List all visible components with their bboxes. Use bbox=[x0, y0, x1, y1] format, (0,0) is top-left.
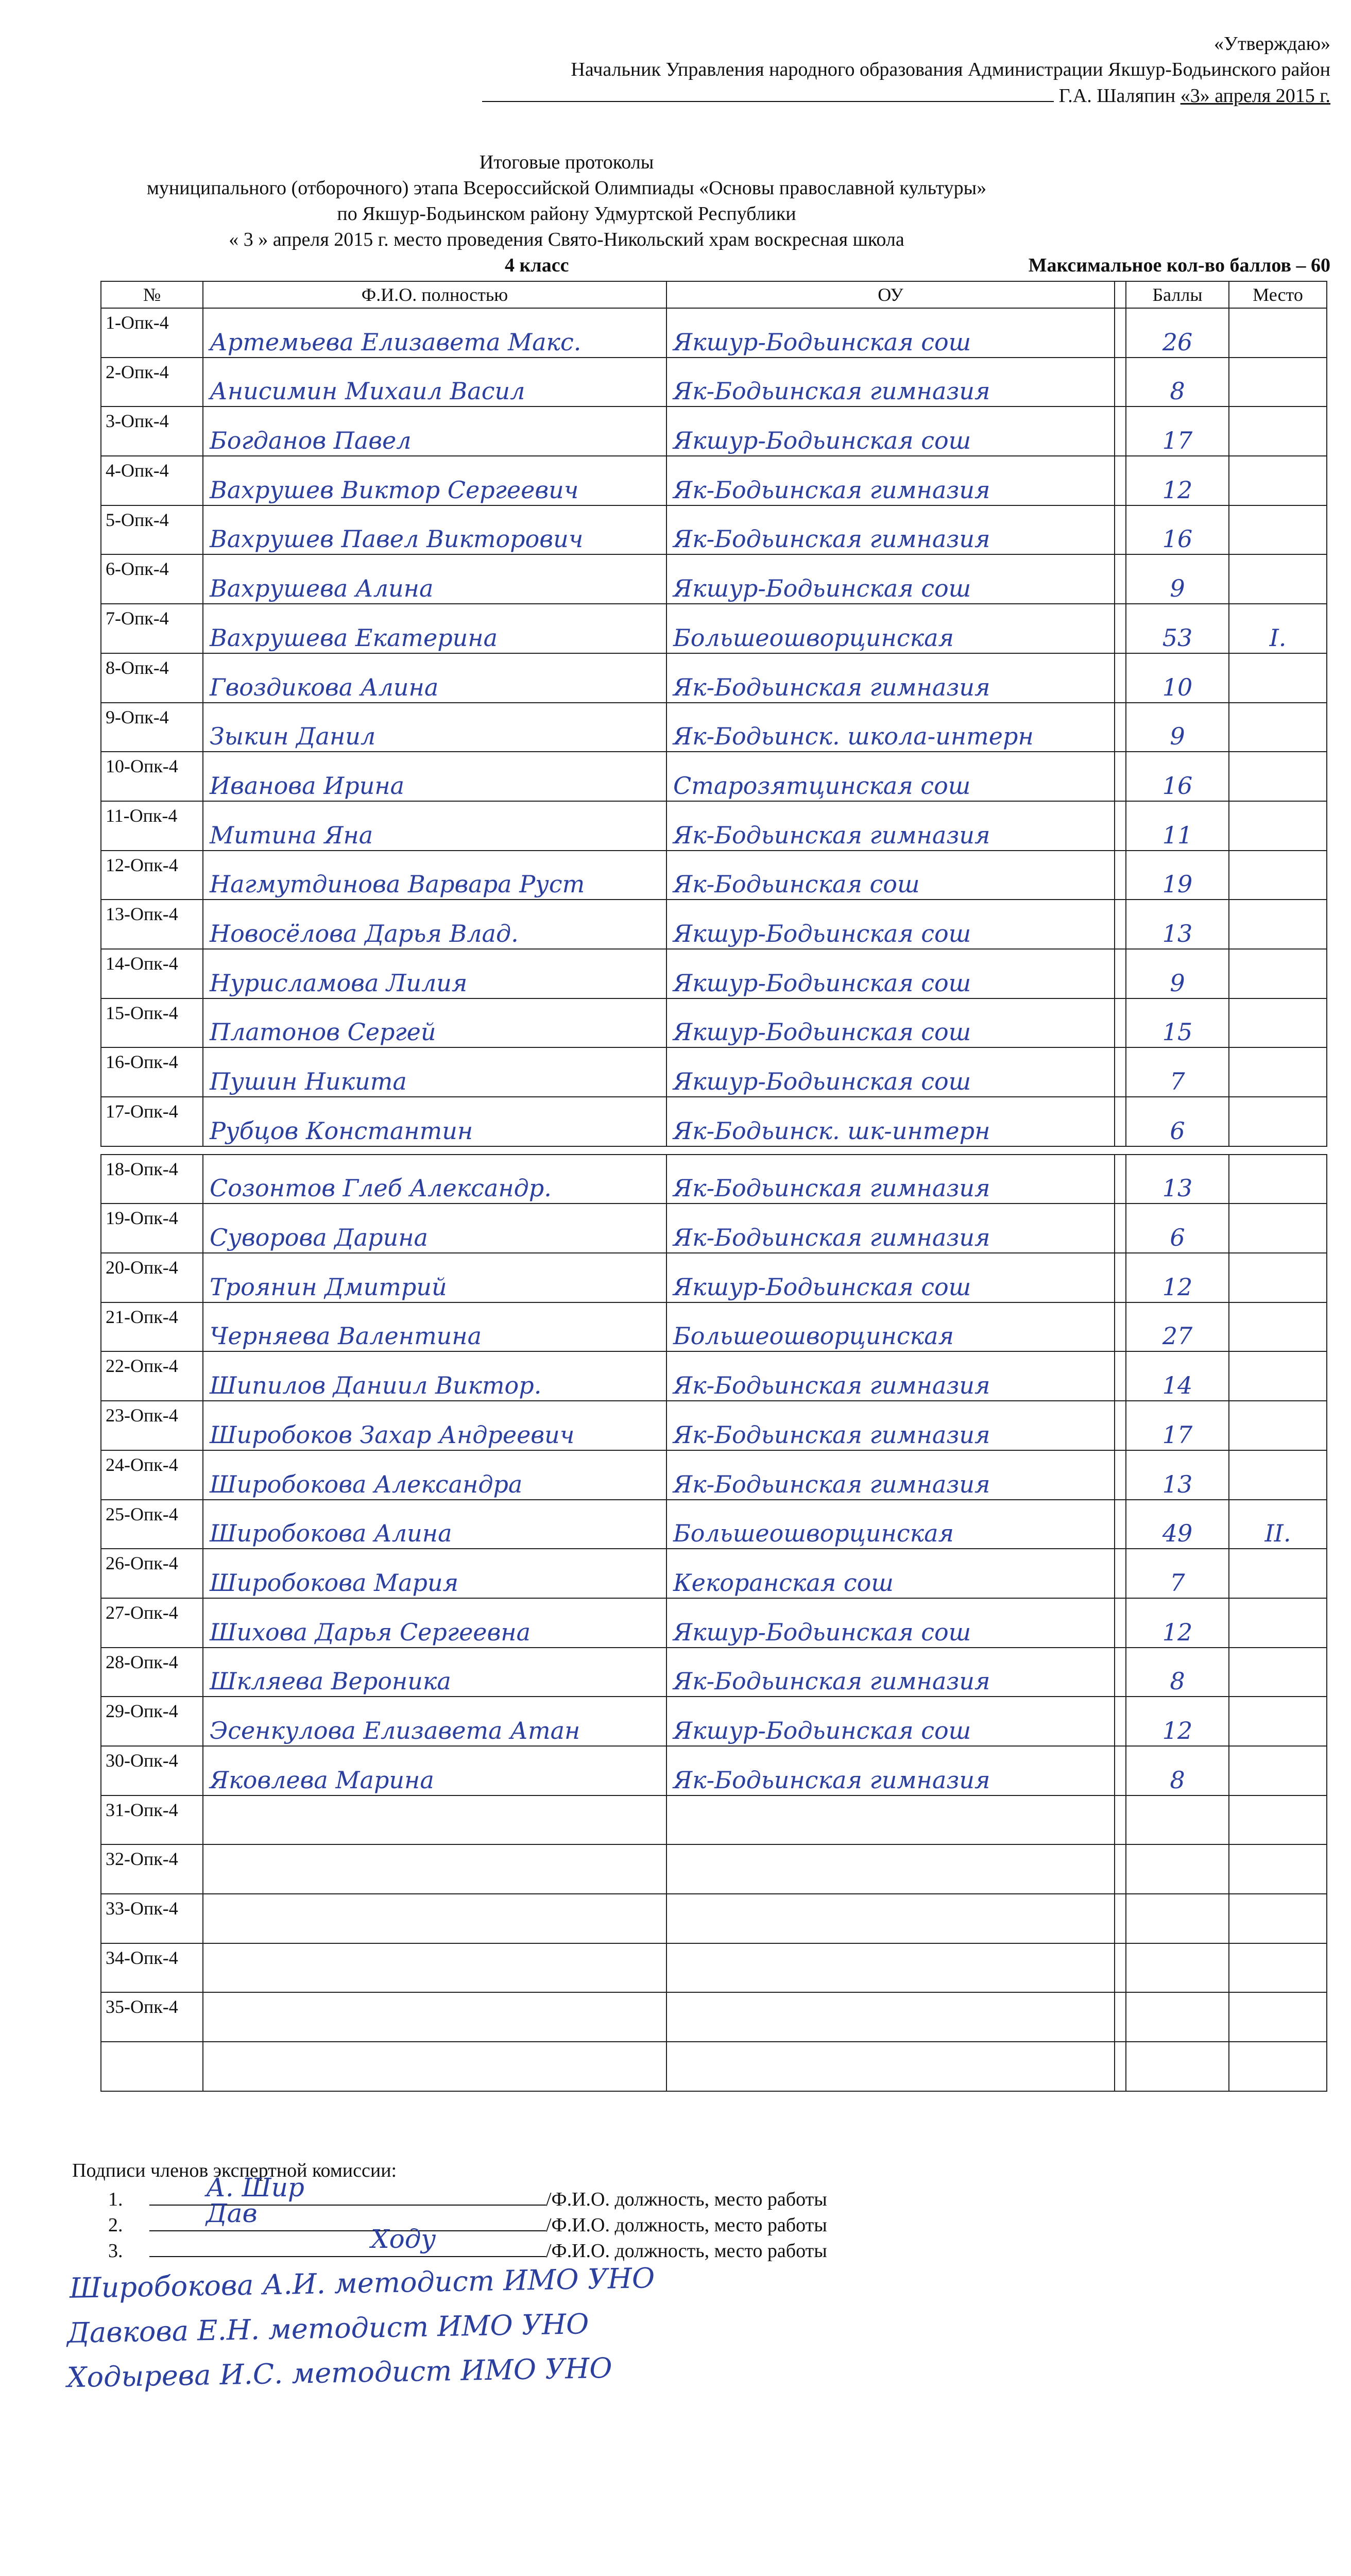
header-school: ОУ bbox=[666, 281, 1115, 308]
spacer-cell bbox=[1115, 1598, 1126, 1648]
table-row bbox=[101, 1992, 1327, 2042]
row-number: 31-Опк-4 bbox=[101, 1795, 203, 1845]
school-name: Якшур-Бодьинская сош bbox=[666, 1047, 1115, 1097]
spacer-cell bbox=[1115, 1844, 1126, 1894]
participant-name: Вахрушев Виктор Сергеевич bbox=[203, 456, 666, 505]
school-name: Як-Бодьинская гимназия bbox=[666, 801, 1115, 851]
place-cell bbox=[1229, 358, 1327, 407]
participant-name: Зыкин Данил bbox=[203, 703, 666, 752]
score-cell: 27 bbox=[1126, 1302, 1229, 1352]
place-cell bbox=[1229, 752, 1327, 801]
row-number: 29-Опк-4 bbox=[101, 1697, 203, 1746]
school-name: Якшур-Бодьинская сош bbox=[666, 1253, 1115, 1302]
chief-line: Начальник Управления народного образования Администрации Якшур-Бодьинского район bbox=[571, 59, 1330, 80]
spacer-cell bbox=[1115, 358, 1126, 407]
row-number: 30-Опк-4 bbox=[101, 1746, 203, 1795]
header-num: № bbox=[101, 281, 203, 308]
participant-name: Шкляева Вероника bbox=[203, 1648, 666, 1697]
place-cell bbox=[1229, 1204, 1327, 1253]
table-row bbox=[101, 1697, 1327, 1746]
school-name: Як-Бодьинская гимназия bbox=[666, 1401, 1115, 1450]
score-cell: 49 bbox=[1126, 1500, 1229, 1549]
place-cell bbox=[1229, 801, 1327, 851]
table-row bbox=[101, 1844, 1327, 1894]
table-row bbox=[101, 1746, 1327, 1795]
spacer-cell bbox=[1115, 554, 1126, 604]
row-number: 6-Опк-4 bbox=[101, 554, 203, 604]
school-name: Большеошворцинская bbox=[666, 1302, 1115, 1352]
row-number: 34-Опк-4 bbox=[101, 1943, 203, 1993]
participant-name: Богданов Павел bbox=[203, 406, 666, 456]
participant-name: Митина Яна bbox=[203, 801, 666, 851]
spacer-cell bbox=[1115, 1302, 1126, 1352]
row-number: 16-Опк-4 bbox=[101, 1047, 203, 1097]
grade-label: 4 класс bbox=[505, 255, 569, 276]
participant-name: Шипилов Даниил Виктор. bbox=[203, 1351, 666, 1401]
signature-number: 3. bbox=[108, 2240, 123, 2262]
row-number: 11-Опк-4 bbox=[101, 801, 203, 851]
score-cell: 13 bbox=[1126, 1450, 1229, 1500]
score-cell: 12 bbox=[1126, 456, 1229, 505]
participant-name: Широбокова Александра bbox=[203, 1450, 666, 1500]
participant-name: Яковлева Марина bbox=[203, 1746, 666, 1795]
table-row bbox=[101, 2042, 1327, 2091]
place-cell bbox=[1229, 1648, 1327, 1697]
place-cell bbox=[1229, 1746, 1327, 1795]
participant-name: Широбокова Мария bbox=[203, 1549, 666, 1598]
row-number: 20-Опк-4 bbox=[101, 1253, 203, 1302]
participant-name: Рубцов Константин bbox=[203, 1097, 666, 1146]
place-cell bbox=[1229, 1302, 1327, 1352]
score-cell: 11 bbox=[1126, 801, 1229, 851]
place-cell bbox=[1229, 1943, 1327, 1993]
school-name bbox=[666, 1844, 1115, 1894]
participant-name bbox=[203, 2042, 666, 2091]
participant-name: Шихова Дарья Сергеевна bbox=[203, 1598, 666, 1648]
signature-mark: Дав bbox=[206, 2198, 258, 2228]
school-name bbox=[666, 1943, 1115, 1993]
row-number: 22-Опк-4 bbox=[101, 1351, 203, 1401]
school-name: Якшур-Бодьинская сош bbox=[666, 998, 1115, 1048]
table-row bbox=[101, 358, 1327, 407]
spacer-cell bbox=[1115, 851, 1126, 900]
row-number: 10-Опк-4 bbox=[101, 752, 203, 801]
score-cell bbox=[1126, 1943, 1229, 1993]
score-cell: 19 bbox=[1126, 851, 1229, 900]
score-cell bbox=[1126, 1992, 1229, 2042]
table-row bbox=[101, 456, 1327, 505]
spacer-cell bbox=[1115, 1992, 1126, 2042]
place-cell bbox=[1229, 851, 1327, 900]
handwritten-member-3: Ходырева И.С. методист ИМО УНО bbox=[66, 2351, 613, 2394]
table-row bbox=[101, 1894, 1327, 1943]
table-row bbox=[101, 1598, 1327, 1648]
participant-name: Вахрушев Павел Викторович bbox=[203, 505, 666, 555]
place-cell bbox=[1229, 1795, 1327, 1845]
header-place: Место bbox=[1229, 281, 1327, 308]
score-cell: 14 bbox=[1126, 1351, 1229, 1401]
row-number: 24-Опк-4 bbox=[101, 1450, 203, 1500]
table-row bbox=[101, 604, 1327, 653]
spacer-cell bbox=[1115, 1204, 1126, 1253]
row-number: 12-Опк-4 bbox=[101, 851, 203, 900]
spacer-cell bbox=[1115, 1047, 1126, 1097]
participant-name: Нурисламова Лилия bbox=[203, 949, 666, 998]
table-row bbox=[101, 801, 1327, 851]
table-row bbox=[101, 1302, 1327, 1352]
participant-name: Троянин Дмитрий bbox=[203, 1253, 666, 1302]
score-cell: 8 bbox=[1126, 1648, 1229, 1697]
spacer-cell bbox=[1115, 752, 1126, 801]
table-row bbox=[101, 308, 1327, 358]
participant-name: Созонтов Глеб Александр. bbox=[203, 1155, 666, 1204]
school-name: Як-Бодьинская гимназия bbox=[666, 358, 1115, 407]
spacer-cell bbox=[1115, 1549, 1126, 1598]
place-cell bbox=[1229, 2042, 1327, 2091]
place-cell bbox=[1229, 1047, 1327, 1097]
school-name: Як-Бодьинская гимназия bbox=[666, 653, 1115, 703]
table-row bbox=[101, 851, 1327, 900]
score-cell bbox=[1126, 1795, 1229, 1845]
spacer-cell bbox=[1115, 505, 1126, 555]
place-cell bbox=[1229, 1450, 1327, 1500]
school-name: Большеошворцинская bbox=[666, 604, 1115, 653]
participant-name: Широбокова Алина bbox=[203, 1500, 666, 1549]
score-cell: 10 bbox=[1126, 653, 1229, 703]
school-name bbox=[666, 1992, 1115, 2042]
school-name: Як-Бодьинск. школа-интерн bbox=[666, 703, 1115, 752]
row-number: 13-Опк-4 bbox=[101, 900, 203, 949]
score-cell: 7 bbox=[1126, 1549, 1229, 1598]
spacer-cell bbox=[1115, 801, 1126, 851]
participant-name: Эсенкулова Елизавета Атан bbox=[203, 1697, 666, 1746]
spacer-cell bbox=[1115, 1500, 1126, 1549]
table-row bbox=[101, 1648, 1327, 1697]
school-name: Як-Бодьинск. шк-интерн bbox=[666, 1097, 1115, 1146]
table-row bbox=[101, 1351, 1327, 1401]
score-cell: 12 bbox=[1126, 1598, 1229, 1648]
title-line-3: по Якшур-Бодьинском району Удмуртской Республики bbox=[337, 203, 796, 225]
title-line-1: Итоговые протоколы bbox=[479, 151, 654, 173]
place-cell bbox=[1229, 1549, 1327, 1598]
school-name: Якшур-Бодьинская сош bbox=[666, 308, 1115, 358]
score-cell: 9 bbox=[1126, 949, 1229, 998]
school-name: Якшур-Бодьинская сош bbox=[666, 554, 1115, 604]
table-gap-row bbox=[101, 1146, 1327, 1155]
score-cell bbox=[1126, 1844, 1229, 1894]
score-cell: 12 bbox=[1126, 1697, 1229, 1746]
row-number: 14-Опк-4 bbox=[101, 949, 203, 998]
school-name: Як-Бодьинская гимназия bbox=[666, 1155, 1115, 1204]
table-row bbox=[101, 653, 1327, 703]
place-cell bbox=[1229, 1844, 1327, 1894]
row-number: 2-Опк-4 bbox=[101, 358, 203, 407]
participant-name: Нагмутдинова Варвара Руст bbox=[203, 851, 666, 900]
row-number: 15-Опк-4 bbox=[101, 998, 203, 1048]
place-cell bbox=[1229, 1097, 1327, 1146]
header-name: Ф.И.О. полностью bbox=[203, 281, 666, 308]
approval-date: «3» апреля 2015 г. bbox=[1180, 85, 1330, 107]
spacer-cell bbox=[1115, 1943, 1126, 1993]
table-row bbox=[101, 505, 1327, 555]
signature-row bbox=[108, 2198, 827, 2237]
score-cell: 8 bbox=[1126, 358, 1229, 407]
row-number: 5-Опк-4 bbox=[101, 505, 203, 555]
spacer-cell bbox=[1115, 406, 1126, 456]
table-header-row bbox=[101, 281, 1327, 308]
header-score: Баллы bbox=[1126, 281, 1229, 308]
signature-caption: /Ф.И.О. должность, место работы bbox=[546, 2189, 827, 2210]
row-number: 35-Опк-4 bbox=[101, 1992, 203, 2042]
spacer-cell bbox=[1115, 1894, 1126, 1943]
school-name: Як-Бодьинская гимназия bbox=[666, 1204, 1115, 1253]
participant-name bbox=[203, 1795, 666, 1845]
spacer-cell bbox=[1115, 703, 1126, 752]
school-name bbox=[666, 2042, 1115, 2091]
max-score-label: Максимальное кол-во баллов – 60 bbox=[1028, 255, 1330, 276]
row-number: 3-Опк-4 bbox=[101, 406, 203, 456]
participant-name: Анисимин Михаил Васил bbox=[203, 358, 666, 407]
score-cell: 7 bbox=[1126, 1047, 1229, 1097]
school-name: Як-Бодьинская гимназия bbox=[666, 1746, 1115, 1795]
score-cell: 17 bbox=[1126, 1401, 1229, 1450]
participant-name bbox=[203, 1943, 666, 1993]
spacer-cell bbox=[1115, 1401, 1126, 1450]
school-name: Кекоранская сош bbox=[666, 1549, 1115, 1598]
score-cell bbox=[1126, 1894, 1229, 1943]
score-cell: 12 bbox=[1126, 1253, 1229, 1302]
spacer-cell bbox=[1115, 949, 1126, 998]
place-cell bbox=[1229, 1253, 1327, 1302]
table-row bbox=[101, 1047, 1327, 1097]
place-cell bbox=[1229, 1401, 1327, 1450]
signature-row bbox=[108, 2224, 827, 2263]
signature-caption: /Ф.И.О. должность, место работы bbox=[546, 2214, 827, 2236]
participant-name: Артемьева Елизавета Макс. bbox=[203, 308, 666, 358]
place-cell bbox=[1229, 900, 1327, 949]
spacer-cell bbox=[1115, 1351, 1126, 1401]
signature-number: 2. bbox=[108, 2214, 123, 2236]
table-row bbox=[101, 554, 1327, 604]
score-cell: 9 bbox=[1126, 703, 1229, 752]
school-name: Як-Бодьинская гимназия bbox=[666, 1351, 1115, 1401]
row-number bbox=[101, 2042, 203, 2091]
signer-name: Г.А. Шаляпин bbox=[1058, 85, 1176, 107]
participant-name: Пушин Никита bbox=[203, 1047, 666, 1097]
score-cell: 53 bbox=[1126, 604, 1229, 653]
table-row bbox=[101, 949, 1327, 998]
row-number: 23-Опк-4 bbox=[101, 1401, 203, 1450]
school-name: Якшур-Бодьинская сош bbox=[666, 900, 1115, 949]
score-cell: 17 bbox=[1126, 406, 1229, 456]
spacer-cell bbox=[1115, 998, 1126, 1048]
school-name: Як-Бодьинская гимназия bbox=[666, 456, 1115, 505]
row-number: 25-Опк-4 bbox=[101, 1500, 203, 1549]
table-row bbox=[101, 1500, 1327, 1549]
participant-name: Гвоздикова Алина bbox=[203, 653, 666, 703]
table-row bbox=[101, 406, 1327, 456]
school-name: Як-Бодьинская гимназия bbox=[666, 505, 1115, 555]
row-number: 33-Опк-4 bbox=[101, 1894, 203, 1943]
table-row bbox=[101, 998, 1327, 1048]
handwritten-member-1: Широбокова А.И. методист ИМО УНО bbox=[69, 2262, 655, 2304]
place-cell bbox=[1229, 554, 1327, 604]
table-row bbox=[101, 1204, 1327, 1253]
participant-name: Иванова Ирина bbox=[203, 752, 666, 801]
place-cell bbox=[1229, 1697, 1327, 1746]
spacer-cell bbox=[1115, 308, 1126, 358]
table-row bbox=[101, 1097, 1327, 1146]
place-cell bbox=[1229, 703, 1327, 752]
participant-name: Черняева Валентина bbox=[203, 1302, 666, 1352]
spacer-cell bbox=[1115, 900, 1126, 949]
row-number: 19-Опк-4 bbox=[101, 1204, 203, 1253]
spacer-cell bbox=[1115, 604, 1126, 653]
spacer-cell bbox=[1115, 1795, 1126, 1845]
row-number: 1-Опк-4 bbox=[101, 308, 203, 358]
school-name: Старозятцинская сош bbox=[666, 752, 1115, 801]
place-cell bbox=[1229, 949, 1327, 998]
row-number: 27-Опк-4 bbox=[101, 1598, 203, 1648]
header-spacer bbox=[1115, 281, 1126, 308]
school-name: Якшур-Бодьинская сош bbox=[666, 1697, 1115, 1746]
school-name: Як-Бодьинская гимназия bbox=[666, 1450, 1115, 1500]
signatures-heading: Подписи членов экспертной комиссии: bbox=[72, 2160, 397, 2181]
signature-caption: /Ф.И.О. должность, место работы bbox=[546, 2240, 827, 2262]
school-name: Якшур-Бодьинская сош bbox=[666, 949, 1115, 998]
score-cell bbox=[1126, 2042, 1229, 2091]
table-row bbox=[101, 1549, 1327, 1598]
spacer-cell bbox=[1115, 1450, 1126, 1500]
signer-line bbox=[482, 83, 1330, 108]
table-row bbox=[101, 1253, 1327, 1302]
school-name: Большеошворцинская bbox=[666, 1500, 1115, 1549]
table-row bbox=[101, 1401, 1327, 1450]
score-cell: 15 bbox=[1126, 998, 1229, 1048]
signature-mark: А. Шир bbox=[206, 2173, 304, 2202]
score-cell: 8 bbox=[1126, 1746, 1229, 1795]
score-cell: 6 bbox=[1126, 1204, 1229, 1253]
row-number: 26-Опк-4 bbox=[101, 1549, 203, 1598]
protocol-table bbox=[100, 281, 1327, 2092]
participant-name: Новосёлова Дарья Влад. bbox=[203, 900, 666, 949]
row-number: 18-Опк-4 bbox=[101, 1155, 203, 1204]
participant-name: Вахрушева Екатерина bbox=[203, 604, 666, 653]
place-cell bbox=[1229, 1155, 1327, 1204]
place-cell bbox=[1229, 1894, 1327, 1943]
table-row bbox=[101, 752, 1327, 801]
score-cell: 26 bbox=[1126, 308, 1229, 358]
school-name bbox=[666, 1894, 1115, 1943]
spacer-cell bbox=[1115, 1155, 1126, 1204]
spacer-cell bbox=[1115, 1253, 1126, 1302]
place-cell bbox=[1229, 1992, 1327, 2042]
place-cell bbox=[1229, 1598, 1327, 1648]
table-row bbox=[101, 1155, 1327, 1204]
spacer-cell bbox=[1115, 1697, 1126, 1746]
participant-name: Широбоков Захар Андреевич bbox=[203, 1401, 666, 1450]
spacer-cell bbox=[1115, 1746, 1126, 1795]
title-line-4: « 3 » апреля 2015 г. место проведения Свято-Никольский храм воскресная школа bbox=[229, 229, 904, 250]
score-cell: 6 bbox=[1126, 1097, 1229, 1146]
row-number: 32-Опк-4 bbox=[101, 1844, 203, 1894]
participant-name: Суворова Дарина bbox=[203, 1204, 666, 1253]
school-name bbox=[666, 1795, 1115, 1845]
place-cell bbox=[1229, 1351, 1327, 1401]
score-cell: 9 bbox=[1126, 554, 1229, 604]
score-cell: 16 bbox=[1126, 505, 1229, 555]
place-cell bbox=[1229, 653, 1327, 703]
school-name: Як-Бодьинская сош bbox=[666, 851, 1115, 900]
handwritten-member-2: Давкова Е.Н. методист ИМО УНО bbox=[66, 2308, 589, 2349]
approve-label: «Утверждаю» bbox=[1214, 33, 1330, 55]
signature-underline bbox=[482, 83, 1054, 102]
row-number: 8-Опк-4 bbox=[101, 653, 203, 703]
row-number: 4-Опк-4 bbox=[101, 456, 203, 505]
spacer-cell bbox=[1115, 1097, 1126, 1146]
table-row bbox=[101, 703, 1327, 752]
participant-name bbox=[203, 1992, 666, 2042]
school-name: Якшур-Бодьинская сош bbox=[666, 1598, 1115, 1648]
row-number: 7-Опк-4 bbox=[101, 604, 203, 653]
participant-name bbox=[203, 1844, 666, 1894]
score-cell: 13 bbox=[1126, 1155, 1229, 1204]
signature-number: 1. bbox=[108, 2189, 123, 2210]
score-cell: 13 bbox=[1126, 900, 1229, 949]
table-row bbox=[101, 1943, 1327, 1993]
title-line-2: муниципального (отборочного) этапа Всероссийской Олимпиады «Основы православной культуры» bbox=[146, 177, 987, 199]
signature-line bbox=[149, 2224, 546, 2257]
spacer-cell bbox=[1115, 456, 1126, 505]
row-number: 17-Опк-4 bbox=[101, 1097, 203, 1146]
place-cell bbox=[1229, 456, 1327, 505]
row-number: 28-Опк-4 bbox=[101, 1648, 203, 1697]
row-number: 21-Опк-4 bbox=[101, 1302, 203, 1352]
place-cell bbox=[1229, 308, 1327, 358]
spacer-cell bbox=[1115, 1648, 1126, 1697]
participant-name: Платонов Сергей bbox=[203, 998, 666, 1048]
participant-name: Вахрушева Алина bbox=[203, 554, 666, 604]
table-row bbox=[101, 1450, 1327, 1500]
signature-line bbox=[149, 2198, 546, 2231]
spacer-cell bbox=[1115, 653, 1126, 703]
place-cell: II. bbox=[1229, 1500, 1327, 1549]
signature-mark: Ходу bbox=[371, 2224, 436, 2254]
spacer-cell bbox=[1115, 2042, 1126, 2091]
table-row bbox=[101, 1795, 1327, 1845]
place-cell: I. bbox=[1229, 604, 1327, 653]
place-cell bbox=[1229, 998, 1327, 1048]
place-cell bbox=[1229, 505, 1327, 555]
school-name: Як-Бодьинская гимназия bbox=[666, 1648, 1115, 1697]
place-cell bbox=[1229, 406, 1327, 456]
school-name: Якшур-Бодьинская сош bbox=[666, 406, 1115, 456]
participant-name bbox=[203, 1894, 666, 1943]
table-row bbox=[101, 900, 1327, 949]
row-number: 9-Опк-4 bbox=[101, 703, 203, 752]
score-cell: 16 bbox=[1126, 752, 1229, 801]
